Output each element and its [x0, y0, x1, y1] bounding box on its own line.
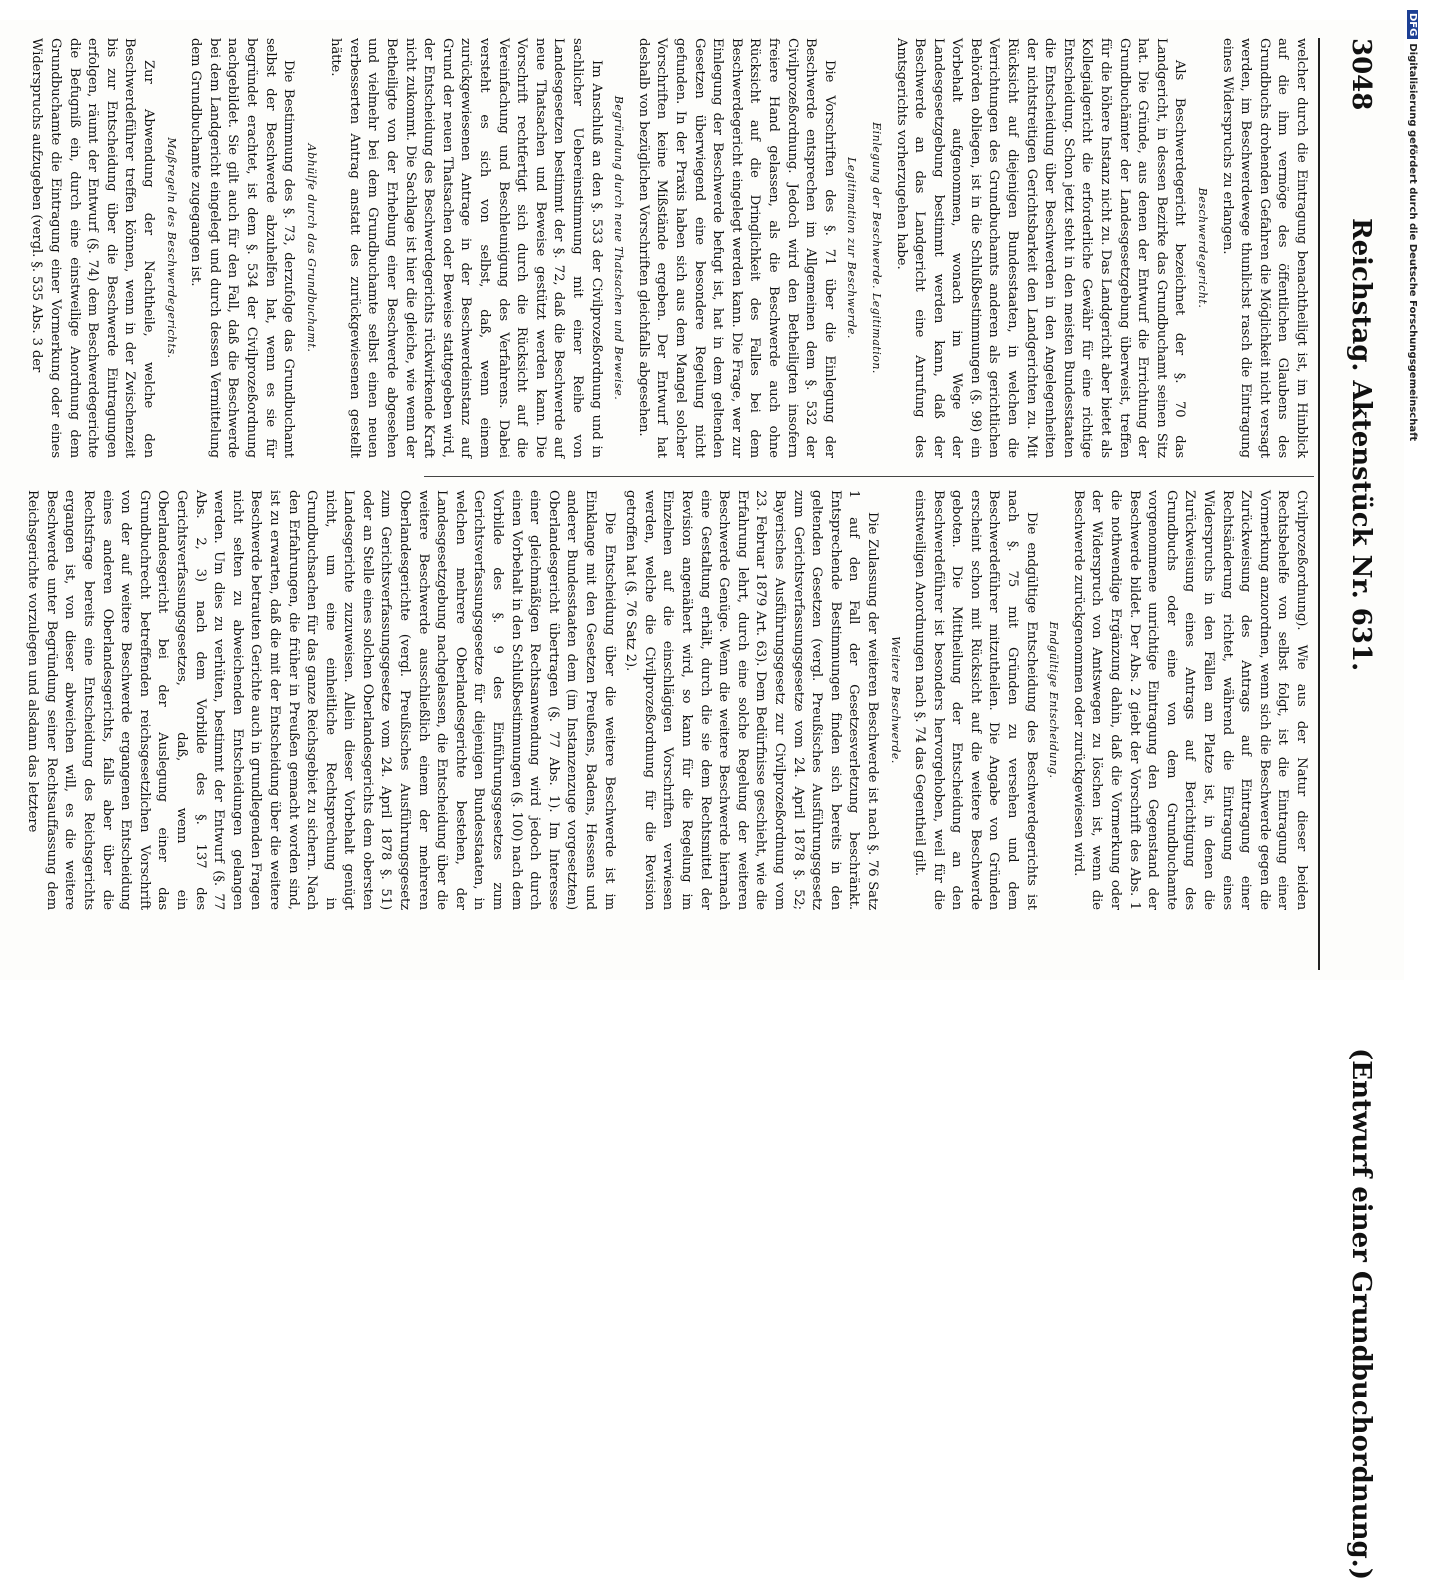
section-subheading: Weitere Beschwerde. [888, 636, 902, 764]
section-subheading: Abhülfe durch das Grundbuchamt. [304, 143, 318, 353]
column-divider [424, 476, 1314, 477]
right-text-column [25, 490, 1310, 910]
paragraph: Im Anschluß an den §. 533 der Civilprozeßordnung und in sachlicher Uebereinstimmung mit einer Reihe von Landesgesetzen bestimmt der §. 72, daß die Beschwerde auf neue Thatsachen und Beweise gestützt werden kann. Die Vorschrift rechtfertigt sich durch die Rücksicht auf die Vereinfachung und Beschleunigung des Verfahrens. Dabei versteht es sich von selbst, daß, wenn einem zurückgewiesenen Antrage in der Beschwerdeinstanz auf Grund der neuen Thatsachen oder Beweise stattgegeben wird, der Entscheidung des Beschwerdegerichts rückwirkende Kraft nicht zukommt. Die Sachlage ist hier die gleiche, wie wenn der Betheiligte von der Erhebung einer Beschwerde abgesehen und vielmehr bei dem Grundbuchamte selbst einen neuen verbesserten Antrag anstatt des zurückgewiesenen gestellt hätte. [328, 38, 604, 458]
header-right-title: (Entwurf einer Grundbuchordnung.) [1346, 1048, 1376, 1580]
digitization-note-text: Digitalisierung gefördert durch die Deutsche Forschungsgemeinschaft [1407, 43, 1418, 442]
paragraph: Die Vorschriften des §. 71 über die Einlegung der Beschwerde entsprechen im Allgemeinen dem §. 532 der Civilprozeßordnung. Jedoch wird den Betheiligten insofern freiere Hand gelassen, als die Beschwerde auch ohne Rücksicht auf die Dringlichkeit des Falles bei dem Beschwerdegericht eingelegt werden kann. Die Frage, wer zur Einlegung der Beschwerde befugt ist, hat in dem geltenden Gesetzen überwiegend eine besondere Regelung nicht gefunden. In der Praxis haben sich aus dem Mangel solcher Vorschriften keine Mißstände ergeben. Der Entwurf hat deshalb von bezüglichen Vorschriften gleichfalls abgesehen. [635, 38, 837, 458]
header-left-title: Reichstag. Aktenstück Nr. 631. [1346, 218, 1376, 672]
page-header [1318, 38, 1380, 1580]
digitization-note [1407, 10, 1418, 441]
section-subheading: Maßregeln des Beschwerdegerichts. [164, 137, 178, 359]
paragraph: Die Bestimmung des §. 73, derzufolge das Grundbuchamt selbst der Beschwerde abzuhelfen hat, wenn es sie für begründet erachtet, ist dem §. 534 der Civilprozeßordnung nachgebildet. Sie gilt auch für den Fall, daß die Beschwerde bei dem Landgericht eingelegt und durch dessen Vermittelung dem Grundbuchamte zugegangen ist. [188, 38, 297, 458]
paragraph: Als Beschwerdegericht bezeichnet der §. 70 das Landgericht, in dessen Bezirke das Grundbuchamt seinen Sitz hat. Die Gründe, aus denen der Entwurf die Errichtung der Grundbuchämter der Landesgesetzgebung überweist, treffen für die höhere Instanz nicht zu. Das Landgericht aber bietet als Kollegialgericht die erforderliche Gewähr für eine richtige Entscheidung. Schon jetzt steht in den meisten Bundesstaaten die Entscheidung über Beschwerden in den Angelegenheiten der nichtstreitigen Gerichtsbarkeit den Landgerichten zu. Mit Rücksicht auf diejenigen Bundesstaaten, in welchen die Verrichtungen des Grundbuchamts anderen als gerichtlichen Behörden obliegen, ist in die Schlußbestimmungen (§. 98) ein Vorbehalt aufgenommen, wonach im Wege der Landesgesetzgebung bestimmt werden kann, daß der Beschwerde an das Landgericht eine Anrufung des Amtsgerichts vorherzugehen habe. [893, 38, 1188, 458]
dfg-logo: DFG [1407, 10, 1418, 39]
paragraph: Civilprozeßordnung). Wie aus der Natur dieser beiden Rechtsbehelfe von selbst folgt, ist die Eintragung einer Vormerkung anzuordnen, wenn sich die Beschwerde gegen die Zurückweisung des Antrags auf Eintragung einer Rechtsänderung richtet, während die Eintragung eines Widerspruchs in den Fällen am Platze ist, in denen die Zurückweisung eines Antrags auf Berichtigung des Grundbuchs oder eine von dem Grundbuchamte vorgenommene unrichtige Eintragung den Gegenstand der Beschwerde bildet. Der Abs. 2 giebt der Vorschrift des Abs. 1 die nothwendige Ergänzung dahin, daß die Vormerkung oder der Widerspruch von Amtswegen zu löschen ist, wenn die Beschwerde zurückgenommen oder zurückgewiesen wird. [1070, 490, 1309, 910]
section-subheading: Beschwerdegericht. [1196, 187, 1210, 309]
paragraph: Die Zulassung der weiteren Beschwerde ist nach §. 76 Satz 1 auf den Fall der Gesetzesverletzung beschränkt. Entsprechende Bestimmungen finden sich bereits in den geltenden Gesetzen (vergl. Preußisches Ausführungsgesetz zum Gerichtsverfassungsgesetze vom 24. April 1878 §. 52; Bayerisches Ausführungsgesetz zur Civilprozeßordnung vom 23. Februar 1879 Art. 63). Dem Bedürfnisse geschieht, wie die Erfahrung lehrt, durch eine solche Regelung der weiteren Beschwerde Genüge. Wenn die weitere Beschwerde hiernach eine Gestaltung erhält, durch die sie dem Rechtsmittel der Revision angenähert wird, so kann für die Regelung im Einzelnen auf die einschlägigen Vorschriften verwiesen werden, welche die Civilprozeßordnung für die Revision getroffen hat (§. 76 Satz 2). [623, 490, 880, 910]
section-subheading: Legitimation zur Beschwerde. [845, 157, 859, 339]
paragraph: Zur Abwendung der Nachtheile, welche den Beschwerdeführer treffen können, wenn in der Zwischenzeit bis zur Entscheidung über die Beschwerde Eintragungen erfolgen, räumt der Entwurf (§. 74) dem Beschwerdegerichte die Befugniß ein, durch eine einstweilige Anordnung dem Grundbuchamte die Eintragung einer Vormerkung oder eines Widerspruchs aufzugeben (vergl. §. 535 Abs. 3 der [29, 38, 156, 458]
paragraph: Die Entscheidung über die weitere Beschwerde ist im Einklange mit den Gesetzen Preußens, Badens, Hessens und anderer Bundesstaaten dem (im Instanzenzuge vorgesetzten) Oberlandesgericht übertragen (§. 77 Abs. 1). Im Interesse einer gleichmäßigen Rechtsanwendung wird jedoch durch einen Vorbehalt in den Schlußbestimmungen (§. 100) nach dem Vorbilde des §. 9 des Einführungsgesetzes zum Gerichtsverfassungsgesetze für diejenigen Bundesstaaten, in welchen mehrere Oberlandesgerichte bestehen, der Landesgesetzgebung nachgelassen, die Entscheidung über die weitere Beschwerde ausschließlich einem der mehreren Oberlandesgerichte (vergl. Preußisches Ausführungsgesetz zum Gerichtsverfassungsgesetze vom 24. April 1878 §. 51) oder an Stelle eines solchen Oberlandesgerichts dem obersten Landesgerichte zuzuweisen. Allein dieser Vorbehalt genügt nicht, um eine einheitliche Rechtsprechung in Grundbuchsachen für das ganze Reichsgebiet zu sichern. Nach den Erfahrungen, die früher in Preußen gemacht worden sind, ist zu erwarten, daß die mit der Entscheidung über die weitere Beschwerde betrauten Gerichte auch in grundlegenden Fragen nicht selten zu abweichenden Entscheidungen gelangen werden. Um dies zu verhüten, bestimmt der Entwurf (§. 77 Abs. 2, 3) nach dem Vorbilde des §. 137 des Gerichtsverfassungsgesetzes, daß, wenn ein Oberlandesgericht bei der Auslegung einer das Grundbuchrecht betreffenden reichsgesetzlichen Vorschrift von der auf weitere Beschwerde ergangenen Entscheidung eines anderen Oberlandesgerichts, falls aber über die Rechtsfrage bereits eine Entscheidung des Reichsgerichts ergangen ist, von dieser abweichen will, es die weitere Beschwerde unter Begründung seiner Rechtsauffassung dem Reichsgerichte vorzulegen und alsdann das letztere [25, 490, 617, 910]
paragraph: Die endgültige Entscheidung des Beschwerdegerichts ist nach §. 75 mit Gründen zu versehen und dem Beschwerdeführer mitzutheilen. Die Angabe von Gründen erscheint schon mit Rücksicht auf die weitere Beschwerde geboten. Die Mittheilung der Entscheidung an den Beschwerdeführer ist besonders hervorgehoben, weil für die einstweiligen Anordnungen nach §. 74 das Gegentheil gilt. [912, 490, 1039, 910]
section-subheading: Endgültige Entscheidung. [1047, 621, 1061, 779]
page-number: 3048 [1346, 38, 1376, 111]
section-subheading: Begründung durch neue Thatsachen und Beweise. [612, 95, 626, 401]
section-subheading: Einlegung der Beschwerde. Legitimation. [869, 122, 883, 374]
left-text-column [29, 38, 1310, 458]
rotated-document-page [0, 20, 1418, 1580]
paragraph: welcher durch die Eintragung benachtheiligt ist, im Hinblick auf die ihm vermöge des öffentlichen Glaubens des Grundbuchs drohenden Gefahren die Möglichkeit nicht versagt werden, im Beschwerdewege thunlichst rasch die Eintragung eines Widerspruchs zu erlangen. [1219, 38, 1309, 458]
